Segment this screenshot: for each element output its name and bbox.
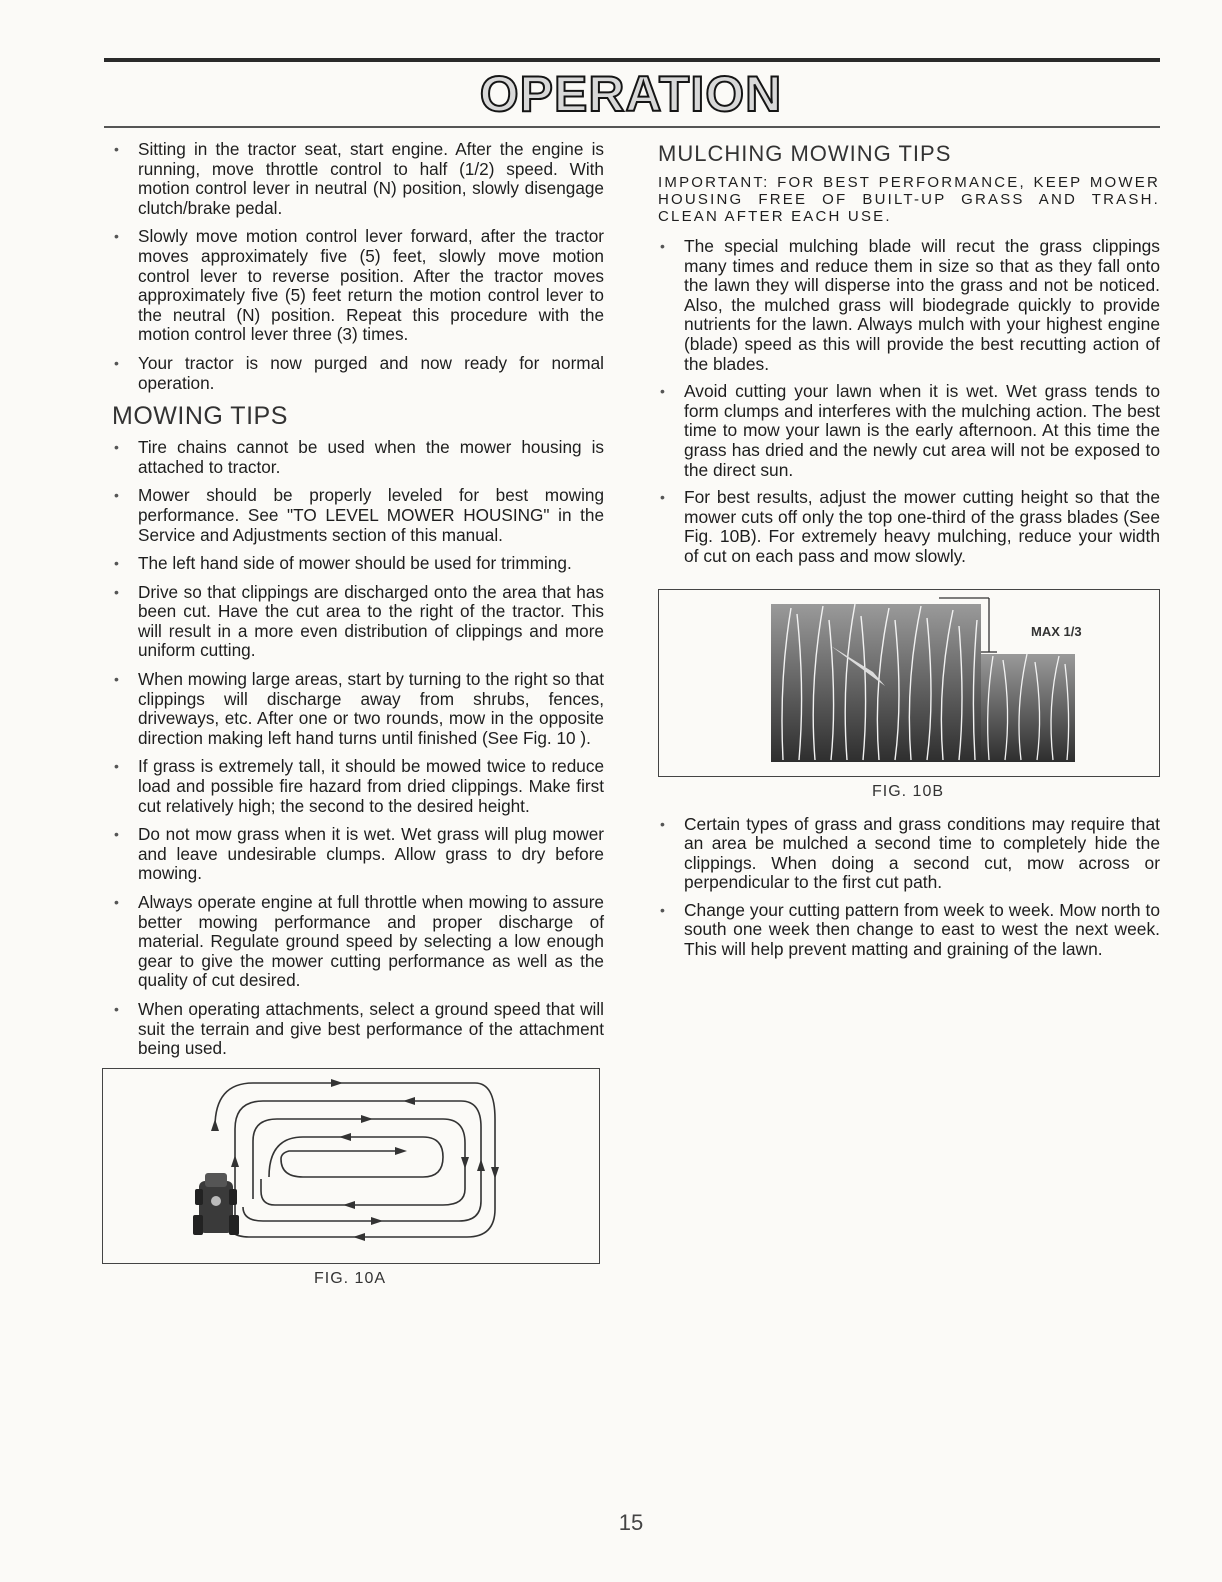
figure-10b-grass-height (658, 589, 1160, 777)
page-number: 15 (618, 1510, 644, 1535)
max-third-label: MAX 1/3 (1031, 623, 1082, 639)
header-rule-top (104, 58, 1160, 62)
figure-10a-mowing-pattern (102, 1068, 600, 1264)
mowing-tips-heading: MOWING TIPS (112, 402, 288, 431)
list-item: • Certain types of grass and grass conditions may require that an area be mulched a second time to completely hide the clippings. When doing a second cut, mow across or perpendicular to the first cut path. (658, 815, 1160, 893)
tall-grass-icon (771, 604, 981, 762)
important-notice: IMPORTANT: FOR BEST PERFORMANCE, KEEP MOWER HOUSING FREE OF BUILT-UP GRASS AND TRASH. CLEAN AFTER EACH USE. (658, 174, 1160, 225)
mulching-tips-list-2 (658, 815, 1160, 960)
cut-grass-icon (981, 654, 1075, 762)
list-item: • If grass is extremely tall, it should be mowed twice to reduce load and possible fire hazard from dried clippings. Make first cut relatively high; the second to the desired height. (112, 757, 604, 816)
tractor-icon (193, 1173, 239, 1235)
list-item: • The special mulching blade will recut the grass clippings many times and reduce them in size so that as they fall onto the lawn they will disperse into the grass and not be noticed. Also, the mulched grass will biodegrade quickly to provide nutrients for the lawn. Always mulch with your highest engine (blade) speed as this will provide the best recutting action of the blades. (658, 237, 1160, 374)
list-item: • For best results, adjust the mower cutting height so that the mower cuts off only the top one-third of the grass blades (See Fig. 10B). For extremely heavy mulching, reduce your width of cut on each pass and mow slowly. (658, 488, 1160, 566)
list-item: • When mowing large areas, start by turning to the right so that clippings will discharge away from shrubs, fences, driveways, etc. After one or two rounds, mow in the opposite direction making left hand turns until finished (See Fig. 10 ). (112, 670, 604, 748)
list-item: • Your tractor is now purged and now ready for normal operation. (112, 354, 604, 393)
mulching-tips-heading: MULCHING MOWING TIPS (658, 141, 952, 166)
list-item: • Change your cutting pattern from week to week. Mow north to south one week then change to east to west the next week. This will help prevent matting and graining of the lawn. (658, 901, 1160, 960)
left-column (112, 140, 604, 1288)
list-item: • Avoid cutting your lawn when it is wet. Wet grass tends to form clumps and interferes with the mulching action. The best time to mow your lawn is the early afternoon. At this time the grass has dried and the newly cut area will not be exposed to the direct sun. (658, 382, 1160, 480)
mowing-pattern-diagram (103, 1069, 599, 1263)
header-rule-bottom (104, 126, 1160, 128)
list-item: • Mower should be properly leveled for best mowing performance. See "TO LEVEL MOWER HOUSING" in the Service and Adjustments section of this manual. (112, 486, 604, 545)
list-item: • Do not mow grass when it is wet. Wet grass will plug mower and leave undesirable clumps. Allow grass to dry before mowing. (112, 825, 604, 884)
list-item: • Sitting in the tractor seat, start engine. After the engine is running, move throttle control to half (1/2) speed. With motion control lever in neutral (N) position, slowly disengage clutch/brake pedal. (112, 140, 604, 218)
list-item: • Slowly move motion control lever forward, after the tractor moves approximately five (5) feet, slowly move motion control lever to reverse position. After the tractor moves approximately five (5) feet return the motion control lever to the neutral (N) position. Repeat this procedure with the motion control lever three (3) times. (112, 227, 604, 345)
intro-list (112, 140, 604, 393)
page-title: OPERATION (479, 66, 783, 122)
figure-10b-label: FIG. 10B (871, 782, 945, 800)
list-item: • Drive so that clippings are discharged onto the area that has been cut. Have the cut area to the right of the tractor. This will result in a more even distribution of clippings and more uniform cutting. (112, 583, 604, 661)
list-item: • Always operate engine at full throttle when mowing to assure better mowing performance and proper discharge of material. Regulate ground speed by selecting a low enough gear to give the mower cutting performance as well as the quality of cut desired. (112, 893, 604, 991)
list-item: • When operating attachments, select a ground speed that will suit the terrain and give best performance of the attachment being used. (112, 1000, 604, 1059)
right-column (658, 140, 1160, 968)
mulching-tips-list (658, 237, 1160, 567)
list-item: • The left hand side of mower should be used for trimming. (112, 554, 604, 574)
list-item: • Tire chains cannot be used when the mower housing is attached to tractor. (112, 438, 604, 477)
grass-height-diagram (659, 590, 1159, 776)
mowing-tips-list (112, 438, 604, 1059)
figure-10a-label: FIG. 10A (313, 1269, 387, 1287)
